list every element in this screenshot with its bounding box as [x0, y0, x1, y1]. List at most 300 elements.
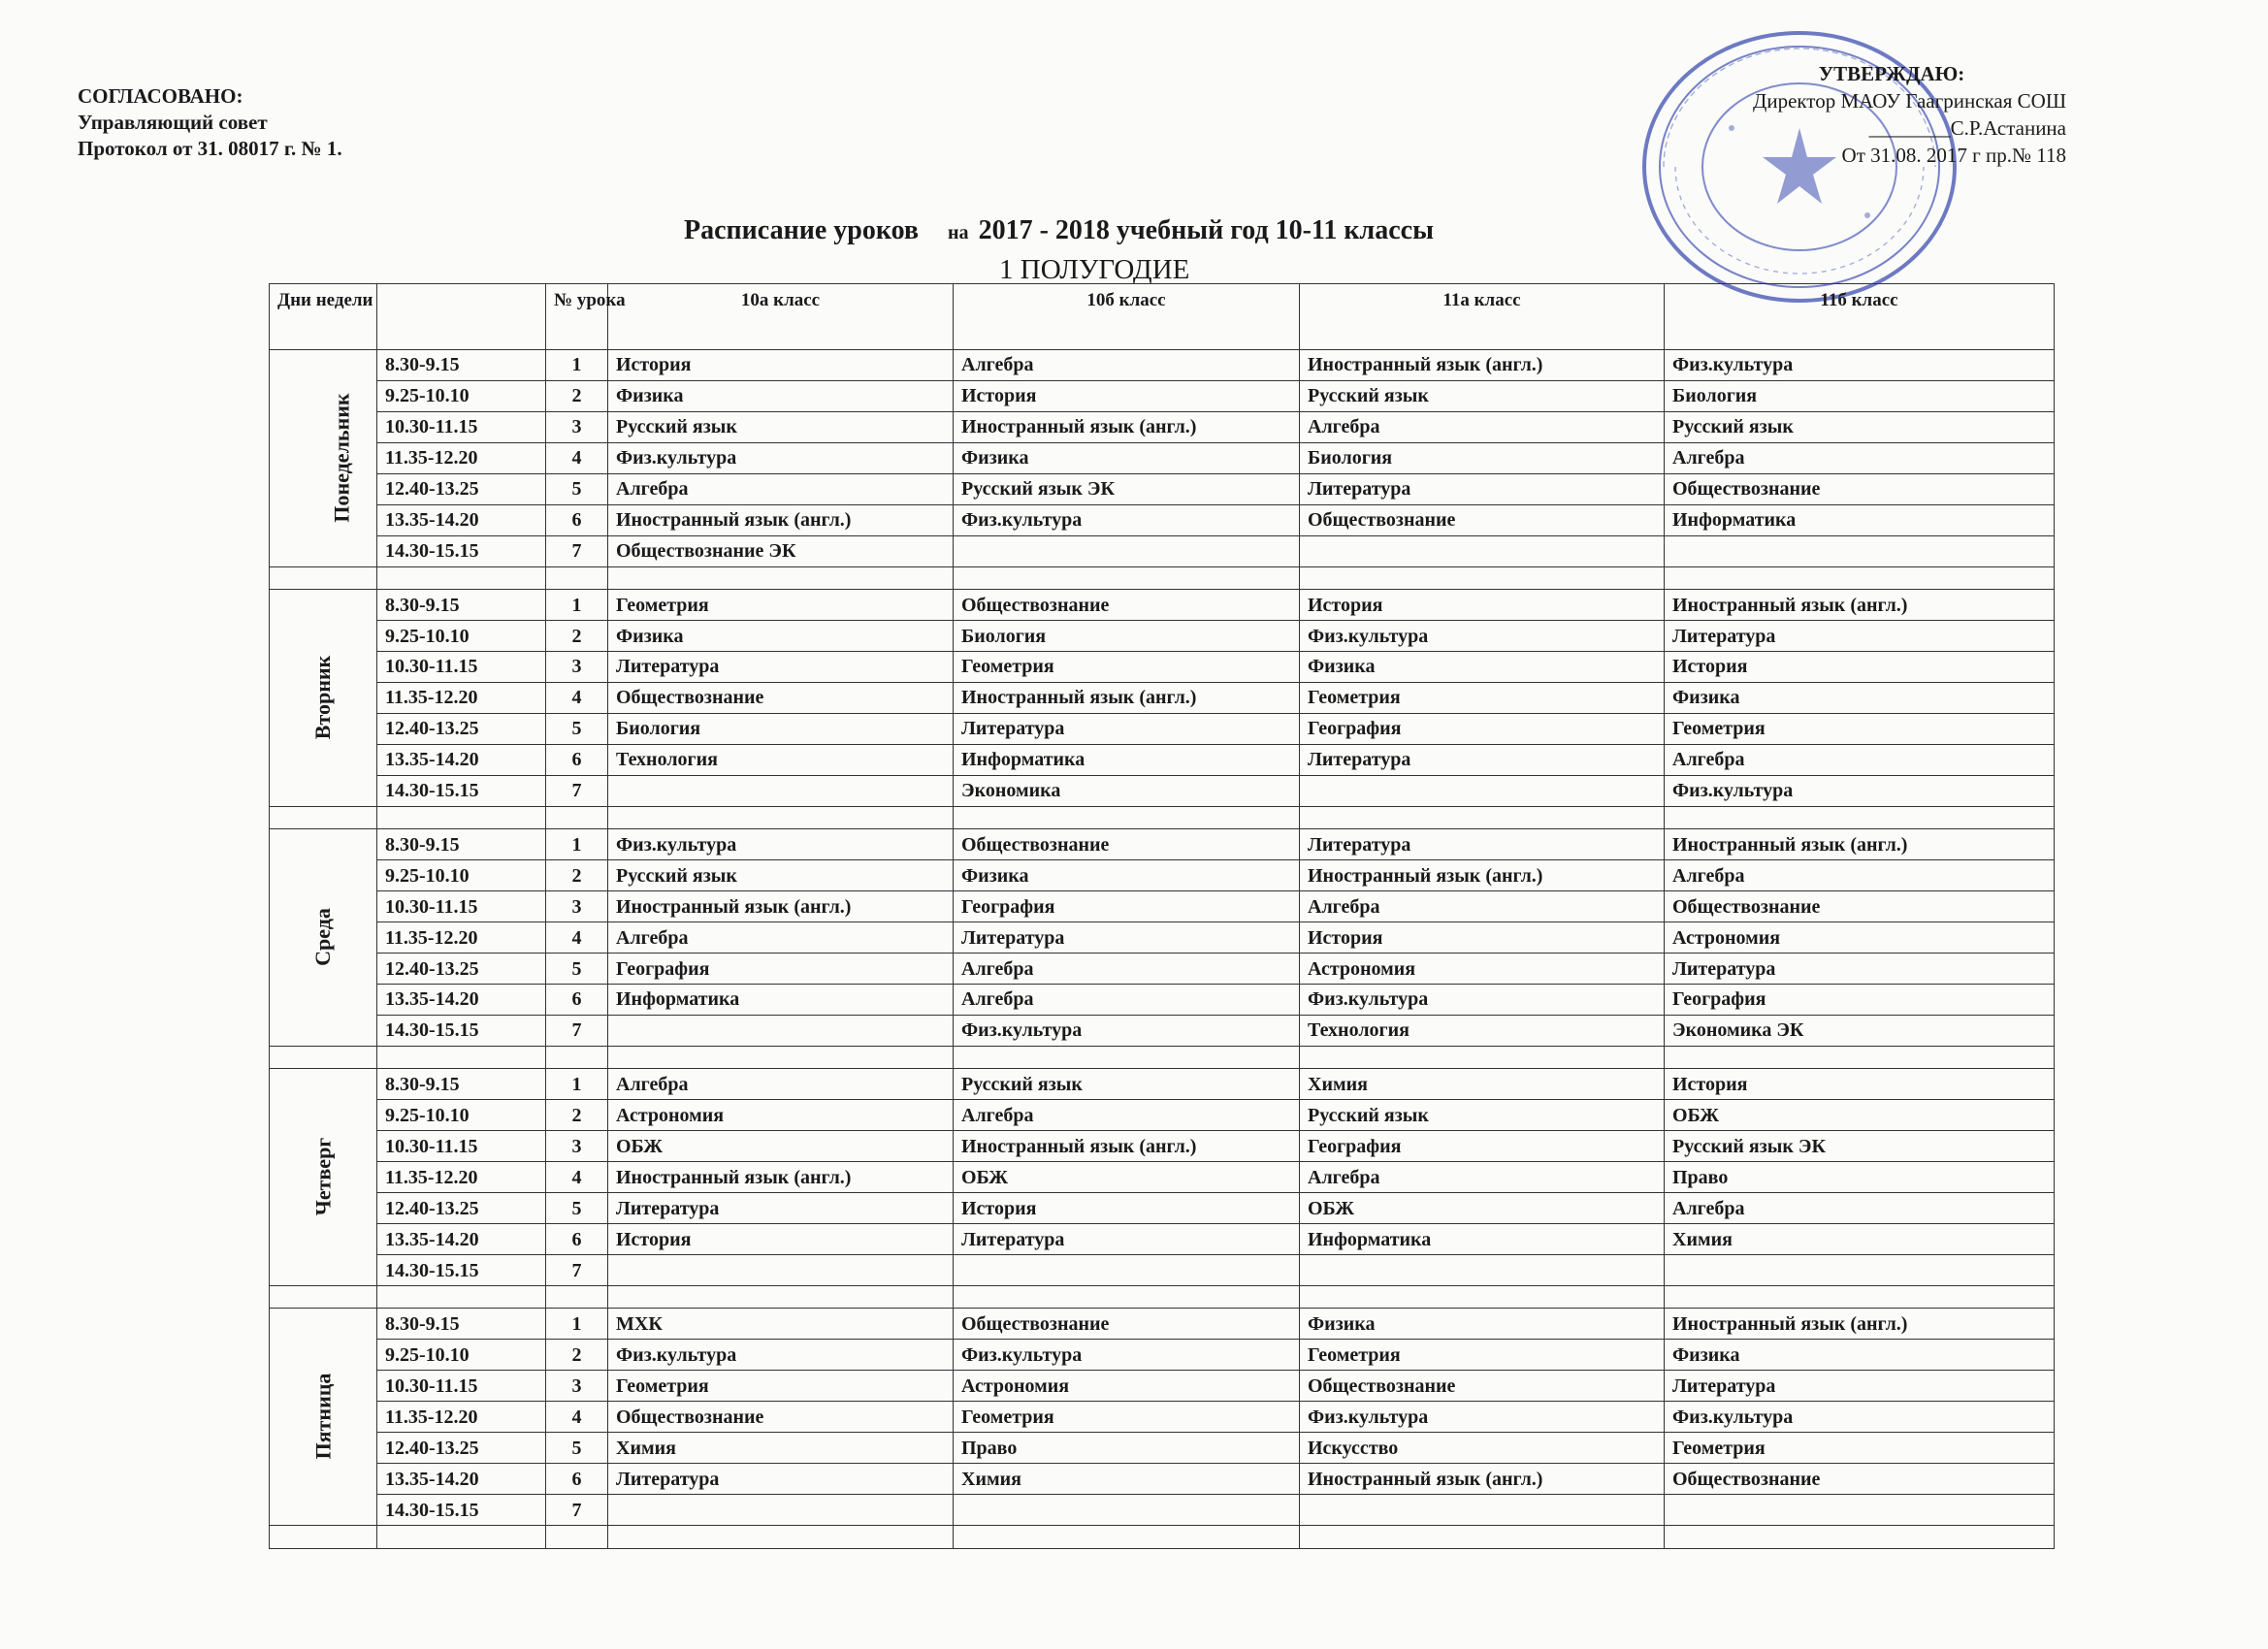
subject-cell — [1300, 535, 1665, 566]
empty-cell — [1300, 1526, 1665, 1549]
lesson-number: 1 — [546, 350, 608, 381]
lesson-number: 4 — [546, 922, 608, 954]
day-cell — [270, 590, 377, 807]
day-cell — [270, 829, 377, 1047]
empty-cell — [270, 1526, 377, 1549]
lesson-number: 4 — [546, 1162, 608, 1193]
empty-cell — [608, 566, 954, 589]
subject-cell: Право — [954, 1433, 1300, 1464]
subject-cell: Алгебра — [608, 1069, 954, 1100]
lesson-time: 11.35-12.20 — [377, 1402, 546, 1433]
subject-cell: Физика — [608, 621, 954, 652]
subject-cell — [954, 535, 1300, 566]
subject-cell: Биология — [1300, 442, 1665, 473]
subject-cell: Физ.культура — [1300, 1402, 1665, 1433]
subject-cell: Алгебра — [1665, 744, 2055, 775]
subject-cell: Физ.культура — [1300, 621, 1665, 652]
table-row — [270, 590, 2055, 621]
lesson-number: 7 — [546, 1495, 608, 1526]
lesson-number: 7 — [546, 1255, 608, 1286]
lesson-time: 13.35-14.20 — [377, 744, 546, 775]
subject-cell: Физика — [954, 442, 1300, 473]
lesson-time: 10.30-11.15 — [377, 652, 546, 683]
lesson-number: 3 — [546, 891, 608, 922]
header-class-11b: 11б класс — [1665, 284, 2055, 350]
subject-cell: Литература — [608, 1464, 954, 1495]
empty-cell — [377, 1286, 546, 1309]
subject-cell: Физ.культура — [608, 829, 954, 860]
subject-cell: Алгебра — [954, 350, 1300, 381]
approval-block — [1659, 60, 2066, 169]
table-row — [270, 829, 2055, 860]
empty-cell — [377, 806, 546, 828]
day-separator-row — [270, 1526, 2055, 1549]
subject-cell: История — [954, 1193, 1300, 1224]
lesson-time: 13.35-14.20 — [377, 1464, 546, 1495]
subject-cell — [1300, 775, 1665, 806]
lesson-number: 7 — [546, 775, 608, 806]
day-name: Четверг — [310, 1137, 335, 1216]
lesson-time: 8.30-9.15 — [377, 1309, 546, 1340]
subject-cell: История — [608, 1224, 954, 1255]
lesson-number: 1 — [546, 829, 608, 860]
day-separator-row — [270, 566, 2055, 589]
lesson-number: 4 — [546, 442, 608, 473]
lesson-number: 2 — [546, 1340, 608, 1371]
subject-cell: Химия — [1300, 1069, 1665, 1100]
lesson-time: 14.30-15.15 — [377, 535, 546, 566]
lesson-number: 1 — [546, 1069, 608, 1100]
empty-cell — [270, 806, 377, 828]
subject-cell: Астрономия — [608, 1100, 954, 1131]
subject-cell: Иностранный язык (англ.) — [1300, 350, 1665, 381]
lesson-time: 10.30-11.15 — [377, 1131, 546, 1162]
subject-cell: Русский язык — [1300, 380, 1665, 411]
subject-cell: Биология — [1665, 380, 2055, 411]
lesson-number: 2 — [546, 1100, 608, 1131]
subject-cell: Русский язык ЭК — [1665, 1131, 2055, 1162]
subject-cell: Физ.культура — [954, 504, 1300, 535]
lesson-time: 14.30-15.15 — [377, 1015, 546, 1046]
subject-cell: ОБЖ — [1665, 1100, 2055, 1131]
lesson-time: 12.40-13.25 — [377, 473, 546, 504]
subject-cell: Обществознание — [1665, 473, 2055, 504]
empty-cell — [1300, 1046, 1665, 1068]
empty-cell — [1300, 1286, 1665, 1309]
subject-cell: Геометрия — [954, 652, 1300, 683]
day-name: Вторник — [309, 655, 335, 740]
subject-cell: География — [608, 954, 954, 985]
table-row — [270, 1255, 2055, 1286]
day-name: Среда — [309, 908, 335, 966]
empty-cell — [546, 566, 608, 589]
subject-cell: Физ.культура — [1300, 984, 1665, 1015]
subject-cell: Обществознание ЭК — [608, 535, 954, 566]
table-row — [270, 380, 2055, 411]
subject-cell: Геометрия — [1665, 713, 2055, 744]
subject-cell — [1300, 1255, 1665, 1286]
subject-cell: Обществознание — [954, 829, 1300, 860]
table-row — [270, 891, 2055, 922]
lesson-number: 7 — [546, 1015, 608, 1046]
subject-cell: Геометрия — [954, 1402, 1300, 1433]
subject-cell: География — [1300, 713, 1665, 744]
table-row — [270, 411, 2055, 442]
subject-cell: Физ.культура — [954, 1340, 1300, 1371]
subject-cell: Алгебра — [954, 984, 1300, 1015]
lesson-number: 6 — [546, 984, 608, 1015]
subject-cell: Литература — [1300, 829, 1665, 860]
agreed-protocol: Протокол от 31. 08017 г. № 1. — [78, 137, 342, 160]
table-row — [270, 652, 2055, 683]
empty-cell — [608, 1046, 954, 1068]
empty-cell — [1665, 1526, 2055, 1549]
subject-cell: Русский язык — [1300, 1100, 1665, 1131]
subject-cell: Алгебра — [954, 954, 1300, 985]
subject-cell: Информатика — [1665, 504, 2055, 535]
subject-cell: Иностранный язык (англ.) — [608, 504, 954, 535]
lesson-number: 5 — [546, 954, 608, 985]
subject-cell: Биология — [608, 713, 954, 744]
lesson-time: 12.40-13.25 — [377, 1193, 546, 1224]
table-row — [270, 984, 2055, 1015]
agreed-block — [78, 83, 342, 162]
table-row — [270, 1224, 2055, 1255]
subject-cell: Физ.культура — [608, 442, 954, 473]
subject-cell: Алгебра — [1665, 1193, 2055, 1224]
table-row — [270, 535, 2055, 566]
lesson-number: 5 — [546, 1433, 608, 1464]
subject-cell: Физика — [954, 860, 1300, 891]
lesson-time: 14.30-15.15 — [377, 1255, 546, 1286]
empty-cell — [546, 1286, 608, 1309]
lesson-time: 8.30-9.15 — [377, 1069, 546, 1100]
subject-cell: Химия — [608, 1433, 954, 1464]
lesson-number: 5 — [546, 713, 608, 744]
table-row — [270, 1433, 2055, 1464]
table-row — [270, 1464, 2055, 1495]
subject-cell: Астрономия — [954, 1371, 1300, 1402]
subject-cell: Алгебра — [1300, 1162, 1665, 1193]
day-separator-row — [270, 1046, 2055, 1068]
table-row — [270, 775, 2055, 806]
day-name: Понедельник — [329, 393, 354, 523]
subject-cell: Химия — [1665, 1224, 2055, 1255]
lesson-time: 10.30-11.15 — [377, 411, 546, 442]
table-row — [270, 1495, 2055, 1526]
empty-cell — [270, 566, 377, 589]
lesson-number: 2 — [546, 860, 608, 891]
subject-cell — [1665, 535, 2055, 566]
lesson-time: 13.35-14.20 — [377, 984, 546, 1015]
subject-cell: Информатика — [954, 744, 1300, 775]
table-row — [270, 1309, 2055, 1340]
day-cell — [270, 1069, 377, 1286]
table-row — [270, 713, 2055, 744]
subject-cell: Иностранный язык (англ.) — [608, 1162, 954, 1193]
lesson-number: 2 — [546, 621, 608, 652]
empty-cell — [270, 1286, 377, 1309]
subject-cell: ОБЖ — [1300, 1193, 1665, 1224]
subject-cell — [608, 1255, 954, 1286]
subject-cell: Технология — [1300, 1015, 1665, 1046]
table-header-row — [270, 284, 2055, 350]
subject-cell: Литература — [608, 1193, 954, 1224]
empty-cell — [608, 1286, 954, 1309]
subject-cell: МХК — [608, 1309, 954, 1340]
subject-cell: Русский язык — [608, 860, 954, 891]
schedule-table — [269, 283, 2055, 1549]
subject-cell: Литература — [608, 652, 954, 683]
table-row — [270, 860, 2055, 891]
subject-cell: Литература — [1665, 1371, 2055, 1402]
table-row — [270, 1402, 2055, 1433]
empty-cell — [1300, 566, 1665, 589]
header-class-10b: 10б класс — [954, 284, 1300, 350]
lesson-number: 1 — [546, 1309, 608, 1340]
empty-cell — [1665, 806, 2055, 828]
table-row — [270, 682, 2055, 713]
table-row — [270, 350, 2055, 381]
subject-cell: Литература — [1665, 621, 2055, 652]
subject-cell: Алгебра — [1300, 411, 1665, 442]
lesson-time: 8.30-9.15 — [377, 590, 546, 621]
header-time — [377, 284, 546, 350]
subject-cell — [1665, 1255, 2055, 1286]
subject-cell: Литература — [1300, 744, 1665, 775]
header-class-10a: 10а класс — [608, 284, 954, 350]
table-row — [270, 744, 2055, 775]
empty-cell — [546, 1526, 608, 1549]
day-cell — [270, 1309, 377, 1526]
subject-cell — [1300, 1495, 1665, 1526]
subject-cell: История — [1665, 652, 2055, 683]
subject-cell: Обществознание — [1665, 891, 2055, 922]
table-row — [270, 1015, 2055, 1046]
empty-cell — [608, 806, 954, 828]
table-row — [270, 504, 2055, 535]
subject-cell: Иностранный язык (англ.) — [954, 1131, 1300, 1162]
subject-cell: Биология — [954, 621, 1300, 652]
subject-cell: Физика — [1300, 1309, 1665, 1340]
day-separator-row — [270, 806, 2055, 828]
lesson-number: 3 — [546, 411, 608, 442]
approval-signature: ________С.Р.Астанина — [1868, 116, 2066, 140]
lesson-number: 5 — [546, 473, 608, 504]
subject-cell: Информатика — [608, 984, 954, 1015]
subject-cell: Физика — [1300, 652, 1665, 683]
lesson-time: 12.40-13.25 — [377, 954, 546, 985]
lesson-time: 10.30-11.15 — [377, 1371, 546, 1402]
approval-order: От 31.08. 2017 г пр.№ 118 — [1841, 144, 2066, 167]
empty-cell — [954, 566, 1300, 589]
subject-cell: Астрономия — [1300, 954, 1665, 985]
subject-cell: Обществознание — [608, 682, 954, 713]
subject-cell: Алгебра — [1300, 891, 1665, 922]
subject-cell: География — [1665, 984, 2055, 1015]
subject-cell: Русский язык — [608, 411, 954, 442]
subject-cell: История — [1300, 590, 1665, 621]
subject-cell: Астрономия — [1665, 922, 2055, 954]
lesson-time: 9.25-10.10 — [377, 1100, 546, 1131]
subject-cell: Обществознание — [1300, 1371, 1665, 1402]
empty-cell — [608, 1526, 954, 1549]
subject-cell — [1665, 1495, 2055, 1526]
lesson-time: 9.25-10.10 — [377, 621, 546, 652]
subject-cell: География — [1300, 1131, 1665, 1162]
header-day: Дни недели — [270, 284, 377, 350]
subject-cell: Физ.культура — [1665, 350, 2055, 381]
subject-cell: Иностранный язык (англ.) — [1300, 1464, 1665, 1495]
subject-cell: Русский язык — [954, 1069, 1300, 1100]
lesson-time: 14.30-15.15 — [377, 775, 546, 806]
empty-cell — [1665, 1286, 2055, 1309]
subject-cell: Информатика — [1300, 1224, 1665, 1255]
lesson-number: 6 — [546, 504, 608, 535]
table-row — [270, 1162, 2055, 1193]
empty-cell — [1665, 566, 2055, 589]
lesson-time: 8.30-9.15 — [377, 350, 546, 381]
empty-cell — [377, 1526, 546, 1549]
empty-cell — [954, 806, 1300, 828]
table-row — [270, 442, 2055, 473]
lesson-number: 6 — [546, 744, 608, 775]
empty-cell — [1665, 1046, 2055, 1068]
empty-cell — [954, 1286, 1300, 1309]
day-name: Пятница — [309, 1373, 335, 1460]
subject-cell: Физ.культура — [1665, 775, 2055, 806]
subject-cell: Русский язык ЭК — [954, 473, 1300, 504]
subject-cell: Экономика — [954, 775, 1300, 806]
day-cell — [270, 350, 377, 567]
subject-cell: Физика — [1665, 682, 2055, 713]
subject-cell: Алгебра — [1665, 860, 2055, 891]
empty-cell — [546, 806, 608, 828]
empty-cell — [954, 1526, 1300, 1549]
subject-cell: ОБЖ — [954, 1162, 1300, 1193]
lesson-time: 10.30-11.15 — [377, 891, 546, 922]
lesson-time: 14.30-15.15 — [377, 1495, 546, 1526]
empty-cell — [377, 566, 546, 589]
lesson-time: 11.35-12.20 — [377, 1162, 546, 1193]
subject-cell: ОБЖ — [608, 1131, 954, 1162]
subject-cell: Обществознание — [954, 1309, 1300, 1340]
subject-cell: История — [608, 350, 954, 381]
lesson-number: 3 — [546, 1371, 608, 1402]
subject-cell: Алгебра — [1665, 442, 2055, 473]
lesson-time: 13.35-14.20 — [377, 1224, 546, 1255]
schedule-half-year: 1 ПОЛУГОДИЕ — [999, 254, 1190, 285]
agreed-heading: СОГЛАСОВАНО: — [78, 84, 243, 108]
subject-cell: Геометрия — [1300, 1340, 1665, 1371]
subject-cell — [954, 1495, 1300, 1526]
schedule-body — [270, 350, 2055, 1549]
table-row — [270, 1069, 2055, 1100]
subject-cell: Литература — [1300, 473, 1665, 504]
subject-cell: История — [1665, 1069, 2055, 1100]
subject-cell: Химия — [954, 1464, 1300, 1495]
title-year: 2017 - 2018 учебный год 10-11 классы — [978, 215, 1434, 245]
empty-cell — [546, 1046, 608, 1068]
subject-cell: Иностранный язык (англ.) — [954, 411, 1300, 442]
subject-cell — [954, 1255, 1300, 1286]
subject-cell: Технология — [608, 744, 954, 775]
header-lesson-number: № урока — [546, 284, 608, 350]
subject-cell: Искусство — [1300, 1433, 1665, 1464]
subject-cell: Литература — [1665, 954, 2055, 985]
title-main: Расписание уроков — [684, 215, 920, 245]
subject-cell — [608, 1015, 954, 1046]
subject-cell: Алгебра — [608, 473, 954, 504]
subject-cell: Литература — [954, 713, 1300, 744]
lesson-number: 5 — [546, 1193, 608, 1224]
subject-cell: Обществознание — [954, 590, 1300, 621]
header-class-11a: 11а класс — [1300, 284, 1665, 350]
table-row — [270, 1100, 2055, 1131]
subject-cell: Иностранный язык (англ.) — [1665, 1309, 2055, 1340]
lesson-time: 9.25-10.10 — [377, 380, 546, 411]
subject-cell: История — [954, 380, 1300, 411]
subject-cell: Иностранный язык (англ.) — [954, 682, 1300, 713]
subject-cell: Физика — [1665, 1340, 2055, 1371]
lesson-number: 2 — [546, 380, 608, 411]
subject-cell: История — [1300, 922, 1665, 954]
subject-cell: Право — [1665, 1162, 2055, 1193]
subject-cell: Алгебра — [954, 1100, 1300, 1131]
lesson-number: 7 — [546, 535, 608, 566]
table-row — [270, 1131, 2055, 1162]
table-row — [270, 473, 2055, 504]
subject-cell: Обществознание — [1300, 504, 1665, 535]
subject-cell: Обществознание — [1665, 1464, 2055, 1495]
lesson-number: 6 — [546, 1464, 608, 1495]
subject-cell: Алгебра — [608, 922, 954, 954]
approval-heading: УТВЕРЖДАЮ: — [1818, 62, 1965, 85]
lesson-number: 3 — [546, 1131, 608, 1162]
subject-cell: Литература — [954, 1224, 1300, 1255]
lesson-time: 13.35-14.20 — [377, 504, 546, 535]
lesson-time: 8.30-9.15 — [377, 829, 546, 860]
lesson-time: 11.35-12.20 — [377, 922, 546, 954]
subject-cell: Геометрия — [608, 1371, 954, 1402]
subject-cell: Иностранный язык (англ.) — [608, 891, 954, 922]
schedule-title — [684, 215, 1434, 246]
subject-cell: Физ.культура — [954, 1015, 1300, 1046]
table-row — [270, 1193, 2055, 1224]
subject-cell — [608, 775, 954, 806]
lesson-number: 4 — [546, 1402, 608, 1433]
subject-cell: Русский язык — [1665, 411, 2055, 442]
empty-cell — [270, 1046, 377, 1068]
lesson-number: 6 — [546, 1224, 608, 1255]
subject-cell: Геометрия — [608, 590, 954, 621]
table-row — [270, 621, 2055, 652]
subject-cell: Иностранный язык (англ.) — [1300, 860, 1665, 891]
approval-director: Директор МАОУ Гаагринская СОШ — [1753, 89, 2066, 113]
subject-cell: Обществознание — [608, 1402, 954, 1433]
table-row — [270, 954, 2055, 985]
table-row — [270, 1371, 2055, 1402]
agreed-council: Управляющий совет — [78, 111, 268, 134]
lesson-time: 12.40-13.25 — [377, 1433, 546, 1464]
day-separator-row — [270, 1286, 2055, 1309]
lesson-time: 9.25-10.10 — [377, 860, 546, 891]
empty-cell — [377, 1046, 546, 1068]
lesson-time: 11.35-12.20 — [377, 442, 546, 473]
lesson-number: 4 — [546, 682, 608, 713]
subject-cell: Литература — [954, 922, 1300, 954]
subject-cell: Геометрия — [1665, 1433, 2055, 1464]
